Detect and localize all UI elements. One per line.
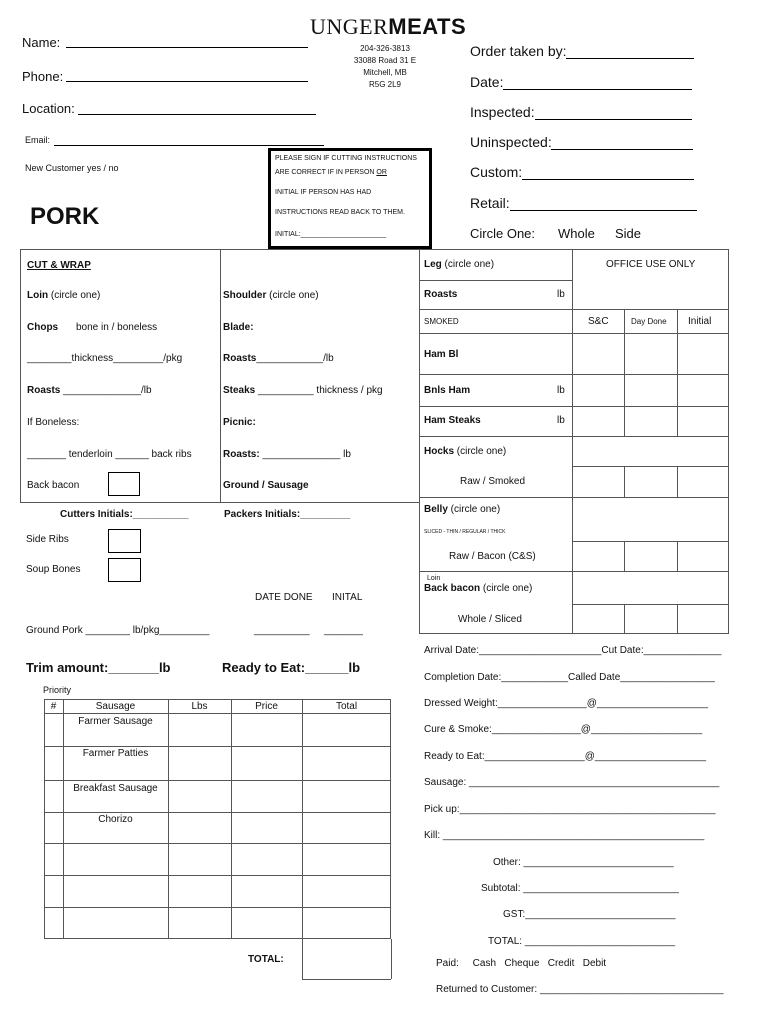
- inspected-field[interactable]: [535, 119, 692, 120]
- notice-line: ARE CORRECT IF IN PERSON OR: [275, 169, 387, 176]
- completion-called-date[interactable]: Completion Date:____________Called Date_________________: [424, 672, 715, 683]
- total-row-bottom: [302, 979, 391, 980]
- packers-initials[interactable]: Packers Initials:_________: [224, 509, 351, 520]
- retail-field[interactable]: [510, 210, 697, 211]
- loin-label: Loin (circle one): [27, 290, 101, 301]
- kill-field[interactable]: Kill: _______________________________________________: [424, 830, 705, 841]
- day-done-header: Day Done: [631, 317, 667, 326]
- col-line: [231, 699, 232, 939]
- priority-label: Priority: [43, 685, 72, 695]
- inspected-label: Inspected:: [470, 104, 535, 120]
- picnic-label: Picnic:: [223, 417, 256, 428]
- date-field[interactable]: [503, 89, 692, 90]
- inital-field[interactable]: _______: [324, 625, 363, 636]
- loin-roasts[interactable]: Roasts ______________/lb: [27, 385, 152, 396]
- sausage-row-label: Farmer Patties: [82, 748, 149, 759]
- location-field[interactable]: [78, 114, 316, 115]
- row-line: [44, 812, 391, 813]
- col-line: [302, 699, 303, 979]
- col-line: [391, 939, 392, 979]
- order-taken-field[interactable]: [566, 58, 694, 59]
- row-line: [572, 466, 729, 467]
- phone-field[interactable]: [66, 81, 308, 82]
- retail-label: Retail:: [470, 195, 510, 211]
- side-ribs-label: Side Ribs: [26, 534, 69, 545]
- ready-to-eat[interactable]: Ready to Eat:______lb: [222, 660, 361, 675]
- name-label: Name:: [22, 35, 61, 50]
- date-done-field[interactable]: __________: [254, 625, 310, 636]
- row-line: [419, 436, 729, 437]
- uninspected-field[interactable]: [551, 149, 693, 150]
- phone-number: 204-326-3813: [360, 44, 410, 53]
- row-line: [419, 497, 729, 498]
- col-line: [624, 466, 625, 497]
- city: Mitchell, MB: [363, 68, 407, 77]
- cut-wrap-bottom-border: [20, 502, 420, 503]
- loin-small-label: Loin: [427, 575, 441, 582]
- ham-bl-label: Ham Bl: [424, 349, 459, 360]
- notice-line: INITIAL IF PERSON HAS HAD: [275, 189, 372, 196]
- leg-table: [419, 249, 729, 634]
- date-label: Date:: [470, 74, 504, 90]
- col-line: [624, 541, 625, 571]
- initial-field[interactable]: INITIAL:______________________: [275, 231, 387, 238]
- cut-wrap-heading: CUT & WRAP: [27, 260, 91, 271]
- soup-bones-checkbox[interactable]: [108, 558, 141, 582]
- thickness-field[interactable]: ________thickness_________/pkg: [27, 353, 183, 364]
- email-field[interactable]: [54, 145, 324, 146]
- pickup-field[interactable]: Pick up:______________________________________________: [424, 804, 716, 815]
- row-line: [419, 333, 729, 334]
- row-line: [419, 309, 729, 310]
- uninspected-label: Uninspected:: [470, 134, 552, 150]
- leg-table-divider: [572, 249, 573, 634]
- row-line: [419, 280, 572, 281]
- email-label: Email:: [25, 135, 51, 145]
- ground-sausage-option[interactable]: Ground / Sausage: [223, 480, 309, 491]
- side-option[interactable]: Side: [615, 226, 642, 241]
- signature-notice: [268, 148, 432, 249]
- blade-label: Blade:: [223, 322, 254, 333]
- sausage-field[interactable]: Sausage: _____________________________________________: [424, 777, 720, 788]
- inital-label: INITAL: [332, 592, 363, 603]
- sausage-row-label: Chorizo: [98, 814, 133, 825]
- col-header-number: #: [50, 701, 57, 712]
- belly-label: Belly (circle one): [424, 504, 501, 515]
- bnls-ham-label: Bnls Ham: [424, 385, 471, 396]
- date-done-label: DATE DONE: [255, 592, 313, 603]
- picnic-roasts[interactable]: Roasts: ______________ lb: [223, 449, 351, 460]
- whole-sliced-option[interactable]: Whole / Sliced: [458, 614, 522, 625]
- trim-amount[interactable]: Trim amount:_______lb: [26, 660, 171, 675]
- col-header-total: Total: [335, 701, 358, 712]
- subtotal-field[interactable]: Subtotal: ____________________________: [481, 883, 679, 894]
- row-line: [419, 406, 729, 407]
- col-line: [677, 604, 678, 634]
- postal-code: R5G 2L9: [368, 80, 402, 89]
- cure-smoke[interactable]: Cure & Smoke:________________@____________________: [424, 724, 703, 735]
- col-line: [624, 309, 625, 436]
- hocks-label: Hocks (circle one): [424, 446, 507, 457]
- col-line: [168, 699, 169, 939]
- sc-header: S&C: [588, 316, 609, 327]
- new-customer[interactable]: New Customer yes / no: [25, 163, 119, 173]
- leg-roasts-label: Roasts: [424, 289, 458, 300]
- location-label: Location:: [22, 101, 75, 116]
- total-field[interactable]: TOTAL: ___________________________: [488, 936, 676, 947]
- ready-to-eat-date[interactable]: Ready to Eat:__________________@____________________: [424, 751, 707, 762]
- logo-bold: MEATS: [388, 14, 467, 39]
- col-header-sausage: Sausage: [95, 701, 136, 712]
- back-bacon-label: Back bacon: [27, 480, 80, 491]
- sliced-options[interactable]: SLICED - THIN / REGULAR / THICK: [424, 529, 506, 535]
- chops-options[interactable]: bone in / boneless: [76, 322, 158, 333]
- row-line: [44, 780, 391, 781]
- ground-pork-field[interactable]: Ground Pork ________ lb/pkg_________: [26, 625, 210, 636]
- notice-line: INSTRUCTIONS READ BACK TO THEM.: [275, 209, 405, 216]
- row-line: [44, 843, 391, 844]
- gst-field[interactable]: GST:___________________________: [503, 909, 676, 920]
- street-address: 33088 Road 31 E: [353, 56, 417, 65]
- col-line: [677, 541, 678, 571]
- side-ribs-checkbox[interactable]: [108, 529, 141, 553]
- row-line: [419, 571, 729, 572]
- logo-light: UNGER: [310, 14, 389, 39]
- sausage-row-label: Breakfast Sausage: [73, 783, 158, 794]
- steaks-field[interactable]: Steaks __________ thickness / pkg: [223, 385, 383, 396]
- returned-to-customer[interactable]: Returned to Customer: _________________________________: [436, 984, 724, 995]
- ham-steaks-unit: lb: [557, 415, 565, 426]
- back-bacon-leg-label: Back bacon (circle one): [424, 583, 533, 594]
- raw-smoked-option[interactable]: Raw / Smoked: [460, 476, 526, 487]
- page-title: PORK: [30, 203, 100, 230]
- custom-label: Custom:: [470, 164, 523, 180]
- paid-options[interactable]: Paid: Cash Cheque Credit Debit: [436, 958, 607, 969]
- soup-bones-label: Soup Bones: [26, 564, 81, 575]
- row-line: [419, 374, 729, 375]
- col-header-lbs: Lbs: [191, 701, 208, 712]
- office-use-label: OFFICE USE ONLY: [606, 259, 696, 270]
- sausage-row-label: Farmer Sausage: [78, 716, 153, 727]
- shoulder-label: Shoulder (circle one): [223, 290, 319, 301]
- blade-roasts[interactable]: Roasts____________/lb: [223, 353, 334, 364]
- dressed-weight[interactable]: Dressed Weight:________________@____________________: [424, 698, 709, 709]
- whole-option[interactable]: Whole: [558, 226, 595, 241]
- other-field[interactable]: Other: ___________________________: [493, 857, 674, 868]
- cutters-initials[interactable]: Cutters Initials:__________: [60, 509, 189, 520]
- cut-wrap-left-border: [20, 249, 21, 502]
- custom-field[interactable]: [522, 179, 694, 180]
- circle-one-label: Circle One:: [470, 226, 536, 241]
- row-line: [44, 875, 391, 876]
- if-boneless-label: If Boneless:: [27, 417, 80, 428]
- chops-label: Chops: [27, 322, 59, 333]
- col-header-price: Price: [255, 701, 278, 712]
- smoked-label: SMOKED: [424, 317, 459, 326]
- tenderloin-backribs[interactable]: _______ tenderloin ______ back ribs: [27, 449, 192, 460]
- raw-bacon-option[interactable]: Raw / Bacon (C&S): [449, 551, 536, 562]
- row-line: [572, 541, 729, 542]
- order-taken-label: Order taken by:: [470, 43, 567, 59]
- initial-header: Initial: [688, 316, 712, 327]
- col-line: [677, 309, 678, 436]
- ham-steaks-label: Ham Steaks: [424, 415, 481, 426]
- company-logo: [310, 14, 466, 40]
- arrival-cut-date[interactable]: Arrival Date:______________________Cut Date:______________: [424, 645, 722, 656]
- leg-roasts-unit: lb: [557, 289, 565, 300]
- notice-line: PLEASE SIGN IF CUTTING INSTRUCTIONS: [275, 155, 417, 162]
- header-row-line: [44, 713, 391, 714]
- company-address: [330, 43, 440, 91]
- name-field[interactable]: [66, 47, 308, 48]
- row-line: [44, 746, 391, 747]
- col-line: [624, 604, 625, 634]
- row-line: [572, 604, 729, 605]
- sausage-total-label: TOTAL:: [248, 954, 284, 965]
- row-line: [44, 907, 391, 908]
- bnls-ham-unit: lb: [557, 385, 565, 396]
- phone-label: Phone:: [22, 69, 64, 84]
- col-line: [677, 466, 678, 497]
- leg-label: Leg (circle one): [424, 259, 495, 270]
- back-bacon-checkbox[interactable]: [108, 472, 140, 496]
- cut-wrap-divider: [220, 249, 221, 502]
